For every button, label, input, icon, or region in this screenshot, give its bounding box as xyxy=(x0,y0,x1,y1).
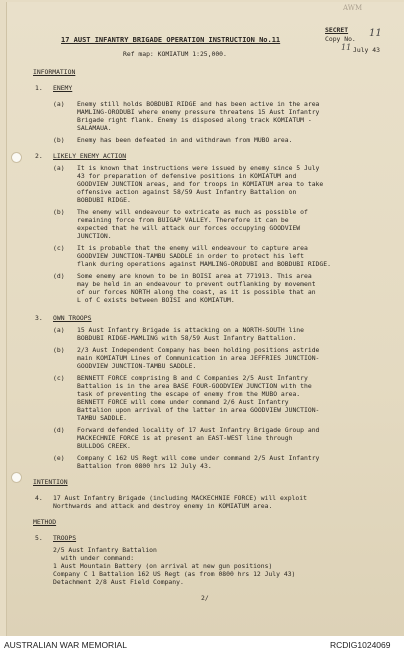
text-line: GOODVIEW JUNCTION-TAMBU SADDLE in order to protect his left xyxy=(77,252,305,260)
text-line: flank during operations against MAMLING-ORODUBI and BOBDUBI RIDGE. xyxy=(77,260,331,268)
text-line: main KOMIATUM Lines of Communication in area JEFFRIES JUNCTION- xyxy=(77,354,320,362)
text-line: 15 Aust Infantry Brigade is attacking on a NORTH-SOUTH line xyxy=(77,326,305,334)
text-line: Enemy still holds BOBDUBI RIDGE and has been active in the area xyxy=(77,100,320,108)
text-line: 43 for preparation of defensive positions in KOMIATUM and xyxy=(77,172,297,180)
text-line: BENNETT FORCE comprising B and C Companies 2/5 Aust Infantry xyxy=(77,374,308,382)
document-date: July 43 xyxy=(353,46,380,54)
text-line: GOODVIEW JUNCTION-TAMBU SADDLE. xyxy=(77,362,197,370)
item-marker: (b) xyxy=(53,136,65,144)
text-line: The enemy will endeavour to extricate as much as possible of xyxy=(77,208,308,216)
section-heading: INFORMATION xyxy=(33,68,76,76)
copy-number-label: Copy No. xyxy=(325,35,356,43)
text-line: BENNETT FORCE will come under command 2/6 Aust Infantry xyxy=(77,398,289,406)
reference-map: Ref map: KOMIATUM 1:25,000. xyxy=(123,50,227,58)
paragraph-number: 5. xyxy=(35,534,43,542)
section-heading: INTENTION xyxy=(33,478,68,486)
text-line: It is probable that the enemy will endeavour to capture area xyxy=(77,244,308,252)
footer-institution: AUSTRALIAN WAR MEMORIAL xyxy=(4,640,127,650)
text-line: Battalion from 0800 hrs 12 July 43. xyxy=(77,462,212,470)
item-marker: (c) xyxy=(53,244,65,252)
text-line: Battalion upon arrival of the latter in area GOODVIEW JUNCTION- xyxy=(77,406,320,414)
page-continuation: 2/ xyxy=(201,594,209,602)
text-line: Brigade right flank. Enemy is disposed along track KOMIATUM - xyxy=(77,116,312,124)
subsection-heading: TROOPS xyxy=(53,534,77,542)
item-marker: (a) xyxy=(53,164,65,172)
subsection-heading: LIKELY ENEMY ACTION xyxy=(53,152,127,160)
subsection-heading: OWN TROOPS xyxy=(53,314,92,322)
text-line: offensive action against 58/59 Aust Infantry Battalion on xyxy=(77,188,297,196)
archive-footer xyxy=(0,636,404,654)
footer-record-id: RCDIG1024069 xyxy=(330,640,391,650)
text-line: BOBDUBI RIDGE-MAMLING with 58/59 Aust Infantry Battalion. xyxy=(77,334,297,342)
text-line: with under command: xyxy=(61,554,135,562)
paragraph-number: 3. xyxy=(35,314,43,322)
item-marker: (a) xyxy=(53,326,65,334)
item-marker: (e) xyxy=(53,454,65,462)
copy-number-handwritten: 11 xyxy=(369,28,382,39)
text-line: expected that he will attack our forces occupying GOODVIEW xyxy=(77,224,301,232)
text-line: 17 Aust Infantry Brigade (including MACKECHNIE FORCE) will exploit xyxy=(53,494,307,502)
text-line: BOBDUBI RIDGE. xyxy=(77,196,131,204)
text-line: Some enemy are known to be in BOISI area at 771913. This area xyxy=(77,272,312,280)
item-marker: (d) xyxy=(53,426,65,434)
text-line: L of C exists between BOISI and KOMIATUM. xyxy=(77,296,235,304)
text-line: remaining force from BUIGAP VALLEY. Therefore it can be xyxy=(77,216,289,224)
text-line: MACKECHNIE FORCE is at present an EAST-WEST line through xyxy=(77,434,293,442)
text-line: TAMBU SADDLE. xyxy=(77,414,128,422)
section-heading: METHOD xyxy=(33,518,57,526)
text-line: SALAMAUA. xyxy=(77,124,112,132)
item-marker: (d) xyxy=(53,272,65,280)
text-line: GOODVIEW JUNCTION areas, and for troops in KOMIATUM area to take xyxy=(77,180,324,188)
item-marker: (b) xyxy=(53,346,65,354)
item-marker: (a) xyxy=(53,100,65,108)
text-line: BULLDOG CREEK. xyxy=(77,442,131,450)
text-line: Company C 1 Battalion 162 US Regt (as from 0800 hrs 12 July 43) xyxy=(53,570,296,578)
paragraph-number: 1. xyxy=(35,84,43,92)
security-classification: SECRET xyxy=(325,26,349,34)
paragraph-number: 2. xyxy=(35,152,43,160)
text-line: It is known that instructions were issued by enemy since 5 July xyxy=(77,164,320,172)
text-line: 2/5 Aust Infantry Battalion xyxy=(53,546,157,554)
date-day-handwritten: 11 xyxy=(341,43,352,52)
text-line: of our forces NORTH along the coast, as it is possible that an xyxy=(77,288,316,296)
text-line: Detachment 2/8 Aust Field Company. xyxy=(53,578,184,586)
text-line: may be held in an endeavour to prevent outflanking by movement xyxy=(77,280,316,288)
text-line: Company C 162 US Regt will come under command 2/5 Aust Infantry xyxy=(77,454,320,462)
punch-hole xyxy=(11,472,22,483)
paragraph-number: 4. xyxy=(35,494,43,502)
text-line: MAMLING-ORODUBI where enemy pressure threatens 15 Aust Infantry xyxy=(77,108,320,116)
text-line: JUNCTION. xyxy=(77,232,112,240)
item-marker: (b) xyxy=(53,208,65,216)
text-line: Northwards and attack and destroy enemy in KOMIATUM area. xyxy=(53,502,273,510)
subsection-heading: ENEMY xyxy=(53,84,73,92)
paper-sheet xyxy=(6,2,404,636)
item-marker: (c) xyxy=(53,374,65,382)
text-line: Battalion is in the area BASE FOUR-GOODVIEW JUNCTION with the xyxy=(77,382,312,390)
text-line: Forward defended locality of 17 Aust Infantry Brigade Group and xyxy=(77,426,320,434)
corner-mark: AWM xyxy=(343,4,363,12)
punch-hole xyxy=(11,152,22,163)
text-line: task of preventing the escape of enemy from the MUBO area. xyxy=(77,390,301,398)
text-line: 1 Aust Mountain Battery (on arrival at new gun positions) xyxy=(53,562,273,570)
text-line: 2/3 Aust Independent Company has been holding positions astride xyxy=(77,346,320,354)
text-line: Enemy has been defeated in and withdrawn from MUBO area. xyxy=(77,136,293,144)
document-title: 17 AUST INFANTRY BRIGADE OPERATION INSTRUCTION No.11 xyxy=(61,36,281,44)
